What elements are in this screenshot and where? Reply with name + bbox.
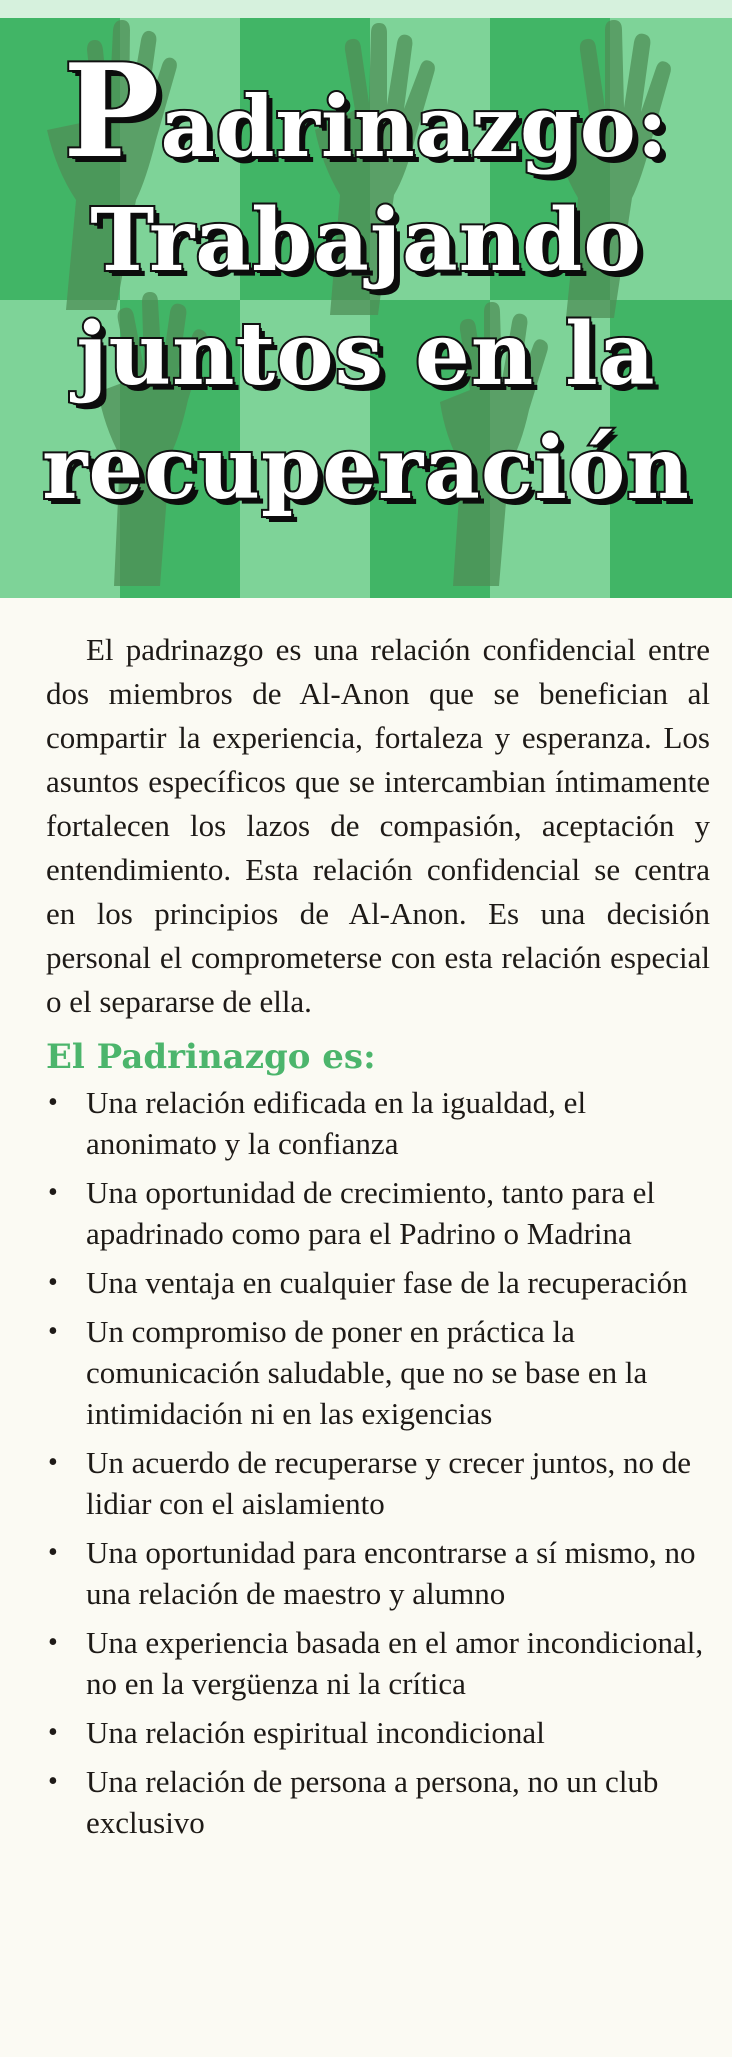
section-heading: El Padrinazgo es: — [46, 1037, 376, 1077]
bullet-icon: • — [48, 1267, 58, 1298]
pamphlet-body — [46, 628, 710, 1851]
list-item-text: Un acuerdo de recuperarse y crecer juntos, no de lidiar con el aislamiento — [86, 1445, 692, 1521]
list-item-text: Una ventaja en cualquier fase de la recuperación — [86, 1265, 688, 1300]
header-banner — [0, 0, 732, 598]
bullet-icon: • — [48, 1316, 58, 1347]
bullet-icon: • — [48, 1717, 58, 1748]
list-item — [46, 1082, 710, 1164]
list-item — [46, 1712, 710, 1753]
title-line-2: Trabajando — [90, 190, 642, 291]
bullet-icon: • — [48, 1177, 58, 1208]
list-item — [46, 1172, 710, 1254]
bullet-icon: • — [48, 1627, 58, 1658]
title-line-4: recuperación — [42, 418, 690, 519]
pamphlet-title — [0, 37, 732, 526]
list-item-text: Una oportunidad de crecimiento, tanto para el apadrinado como para el Padrino o Madrina — [86, 1175, 655, 1251]
bullet-icon: • — [48, 1766, 58, 1797]
list-item-text: Una relación de persona a persona, no un club exclusivo — [86, 1764, 659, 1840]
intro-paragraph: El padrinazgo es una relación confidencial entre dos miembros de Al-Anon que se benefician al compartir la experiencia, fortaleza y esperanza. Los asuntos específicos que se intercambian íntimamente fortalecen los lazos de compasión, aceptación y entendimiento. Esta relación confidencial se centra en los principios de Al-Anon. Es una decisión personal el comprometerse con esta relación especial o el separarse de ella. — [46, 632, 710, 1019]
list-item — [46, 1761, 710, 1843]
title-line-3: juntos en la — [76, 304, 656, 405]
list-item — [46, 1262, 710, 1303]
list-item-text: Una relación espiritual incondicional — [86, 1715, 545, 1750]
bullet-icon: • — [48, 1537, 58, 1568]
list-item-text: Una experiencia basada en el amor incondicional, no en la vergüenza ni la crítica — [86, 1625, 704, 1701]
list-item — [46, 1622, 710, 1704]
sponsorship-list — [46, 1082, 710, 1843]
list-item-text: Una oportunidad para encontrarse a sí mismo, no una relación de maestro y alumno — [86, 1535, 696, 1611]
list-item-text: Una relación edificada en la igualdad, el anonimato y la confianza — [86, 1085, 587, 1161]
title-line-1: Padrinazgo: — [63, 37, 669, 187]
list-item — [46, 1311, 710, 1434]
list-item — [46, 1532, 710, 1614]
list-item — [46, 1442, 710, 1524]
bullet-icon: • — [48, 1087, 58, 1118]
bullet-icon: • — [48, 1447, 58, 1478]
list-item-text: Un compromiso de poner en práctica la comunicación saludable, que no se base en la intimidación ni en las exigencias — [86, 1314, 648, 1431]
title-initial-letter: P — [63, 37, 161, 187]
